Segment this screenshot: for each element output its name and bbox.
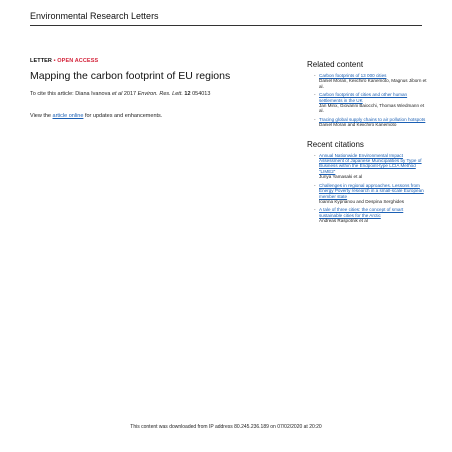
citation-item-link[interactable]: A tale of three cities: the concept of smart sustainable cities for the Arctic — [319, 207, 404, 218]
cite-year: 2017 — [122, 91, 138, 97]
related-item — [307, 73, 427, 89]
article-main — [30, 58, 300, 119]
bullet-dash: - — [314, 152, 316, 158]
citation-item — [307, 153, 427, 180]
cite-journal: Environ. Res. Lett. — [137, 91, 183, 97]
bullet-dash: - — [314, 92, 316, 98]
citation-item-authors: Andreas Raspotnik et al — [319, 218, 368, 224]
citation-item-link[interactable]: Annual Nationwide Environmental Impact Assessment of Japanese Municipalities by Type of Business within the Endpoint-type LCIA Method “LIME2” — [319, 152, 422, 174]
related-content-list — [307, 73, 427, 128]
related-item-link[interactable]: Carbon footprints of cities and other human settlements in the UK — [319, 92, 408, 103]
view-suffix: for updates and enhancements. — [83, 113, 163, 119]
citation-item — [307, 183, 427, 205]
related-item-link[interactable]: Tracing global supply chains to air pollution hotspots — [319, 116, 426, 122]
view-online-line — [30, 113, 300, 119]
article-online-link[interactable]: article online — [52, 113, 84, 119]
sidebar — [307, 60, 427, 227]
citation — [30, 91, 300, 97]
related-item-authors: Daniel Moran and Keiichiro Kanemoto — [319, 122, 397, 128]
bullet-dash: - — [314, 207, 316, 213]
journal-name: Environmental Research Letters — [30, 11, 159, 21]
cite-prefix: To cite this article: Diana Ivanova — [30, 91, 112, 97]
journal-header — [30, 10, 422, 26]
citation-item-link[interactable]: Challenges in regional approaches. Lessons from Energy Poverty research in a small-scale European member state — [319, 182, 424, 199]
type-separator: • — [52, 58, 58, 64]
cite-article: 054013 — [190, 91, 211, 97]
related-content-heading: Related content — [307, 60, 364, 69]
bullet-dash: - — [314, 116, 316, 122]
related-item-authors: Jan Minx, Giovanni Baiocchi, Thomas Wiedmann et al. — [319, 103, 425, 114]
open-access-badge: OPEN ACCESS — [57, 58, 99, 64]
recent-citations-list — [307, 153, 427, 224]
article-type-line — [30, 58, 300, 64]
bullet-dash: - — [314, 182, 316, 188]
view-prefix: View the — [30, 113, 53, 119]
recent-citations-heading: Recent citations — [307, 139, 364, 149]
article-type: LETTER — [30, 58, 52, 64]
related-item — [307, 117, 427, 128]
article-title: Mapping the carbon footprint of EU regions — [30, 70, 231, 82]
citation-item-authors: Junya Yamasaki et al — [319, 174, 363, 180]
download-footer: This content was downloaded from IP address 80.245.236.189 on 07/02/2020 at 20:20 — [130, 424, 322, 430]
related-item-authors: Daniel Moran, Keiichiro Kanemoto, Magnus Jiborn et al. — [319, 78, 427, 89]
bullet-dash: - — [314, 73, 316, 78]
citation-item — [307, 207, 427, 223]
related-item-link[interactable]: Carbon footprints of 13 000 cities — [319, 73, 387, 78]
citation-item-authors: Ioanna Kyprianou and Despina Serghides — [319, 198, 405, 204]
related-item — [307, 92, 427, 114]
cite-volume: 12 — [184, 91, 191, 97]
recent-citations-section — [307, 140, 427, 224]
cite-etal: et al — [111, 91, 123, 97]
